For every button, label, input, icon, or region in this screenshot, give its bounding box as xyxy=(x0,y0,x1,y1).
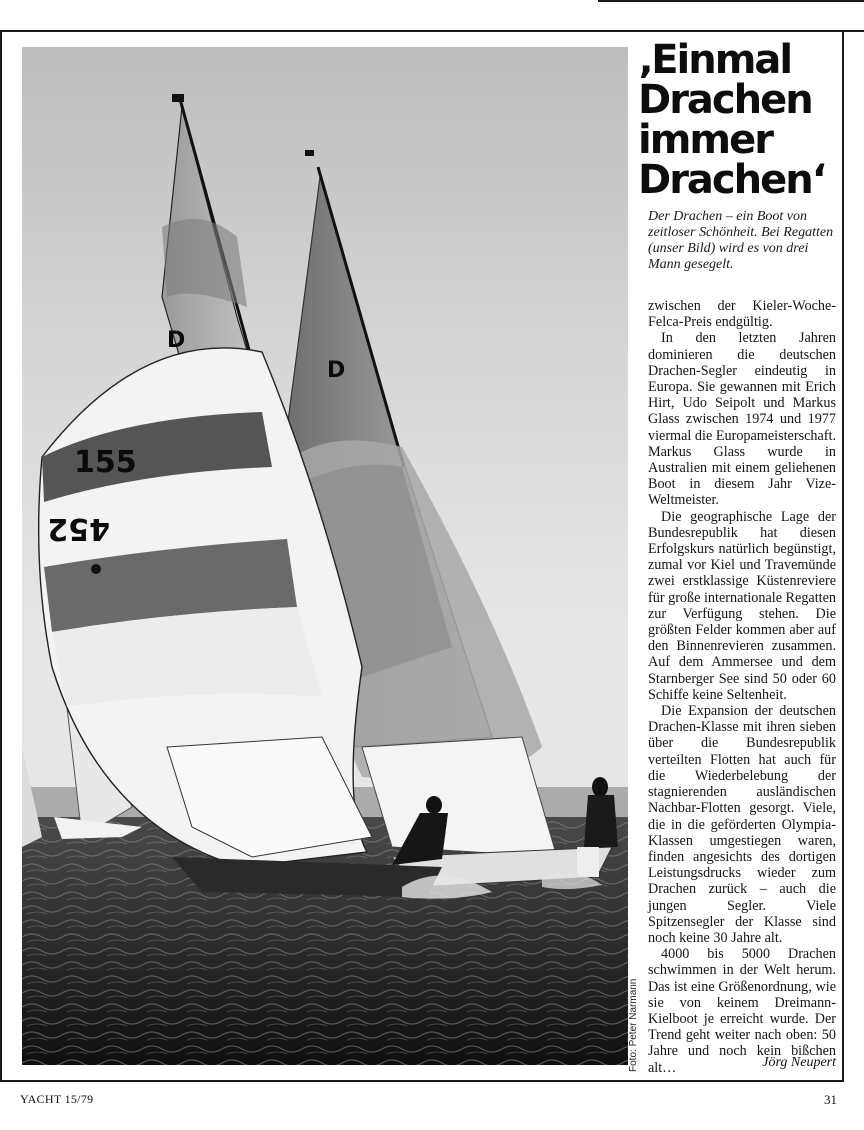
top-border-right xyxy=(598,0,864,2)
frame-top-rule xyxy=(0,30,864,32)
body-paragraph: 4000 bis 5000 Drachen schwimmen in der Welt herum. Das ist eine Größenordnung, wie sie von keinem Dreimann-Kielboot je erreicht wurde. Der Trend geht weiter nach oben: 50 Jahre und noch kein bißchen alt… xyxy=(648,946,836,1076)
frame-left-rule xyxy=(0,30,2,1080)
regatta-photo xyxy=(22,47,628,1065)
body-paragraph: In den letzten Jahren dominieren die deutschen Drachen-Segler eindeutig in Europa. Sie gewannen mit Erich Hirt, Udo Seipolt und Markus Glass zwischen 1974 und 1977 viermal die Europameisterschaft. Markus Glass wurde in Australien mit einem geliehenen Boot in diesem Jahr Vize-Weltmeister. xyxy=(648,330,836,509)
frame-bottom-rule xyxy=(0,1080,844,1082)
article-headline xyxy=(638,37,838,203)
headline-line: Drachen‘ xyxy=(638,157,825,203)
body-paragraph: Die geographische Lage der Bundesrepublik hat diesen Erfolgskurs natürlich begünstigt, zumal vor Kiel und Travemünde zwei erstklassige Küstenreviere für große internationale Regatten zur Verfügung stehen. Die größten Felder kommen aber auf den Binnenrevieren zusammen. Auf dem Ammersee und dem Starnberger See sind 50 oder 60 Schiffe keine Seltenheit. xyxy=(648,508,836,703)
photo-caption: Der Drachen – ein Boot von zeitloser Schönheit. Bei Regatten (unser Bild) wird es von drei Mann gesegelt. xyxy=(648,209,834,272)
rear-jib xyxy=(362,737,557,857)
page-number: 31 xyxy=(824,1092,837,1107)
frame-right-rule xyxy=(842,30,844,1080)
author-signature: Jörg Neupert xyxy=(762,1055,836,1070)
headline-line: immer xyxy=(638,117,772,163)
sail-number-452: 452 xyxy=(47,511,110,546)
sail-letter-rear: D xyxy=(327,358,346,383)
article-body xyxy=(648,298,836,1076)
body-paragraph: Die Expansion der deutschen Drachen-Klasse mit ihren sieben über die Bundesrepublik verteilten Flotten hat auch für die Wiederbelebung der stagnierenden ausländischen Nachbar-Flotten gesorgt. Viele, die in die geförderten Olympia-Klassen umgestiegen waren, finden angesichts des dortigen Leistungsdrucks wieder zum Drachen zurück – auch die jungen Segler. Viele Spitzensegler der Klasse sind noch keine 30 Jahre alt. xyxy=(648,703,836,946)
headline-line: ‚Einmal xyxy=(638,37,792,83)
magazine-issue: YACHT 15/79 xyxy=(20,1092,94,1106)
sail-letter-front: D xyxy=(167,328,186,353)
sail-number-155: 155 xyxy=(74,445,137,480)
headline-line: Drachen xyxy=(638,77,812,123)
photo-credit: Foto: Peter Narmann xyxy=(628,978,639,1072)
body-paragraph: zwischen der Kieler-Woche-Felca-Preis endgültig. xyxy=(648,298,836,331)
